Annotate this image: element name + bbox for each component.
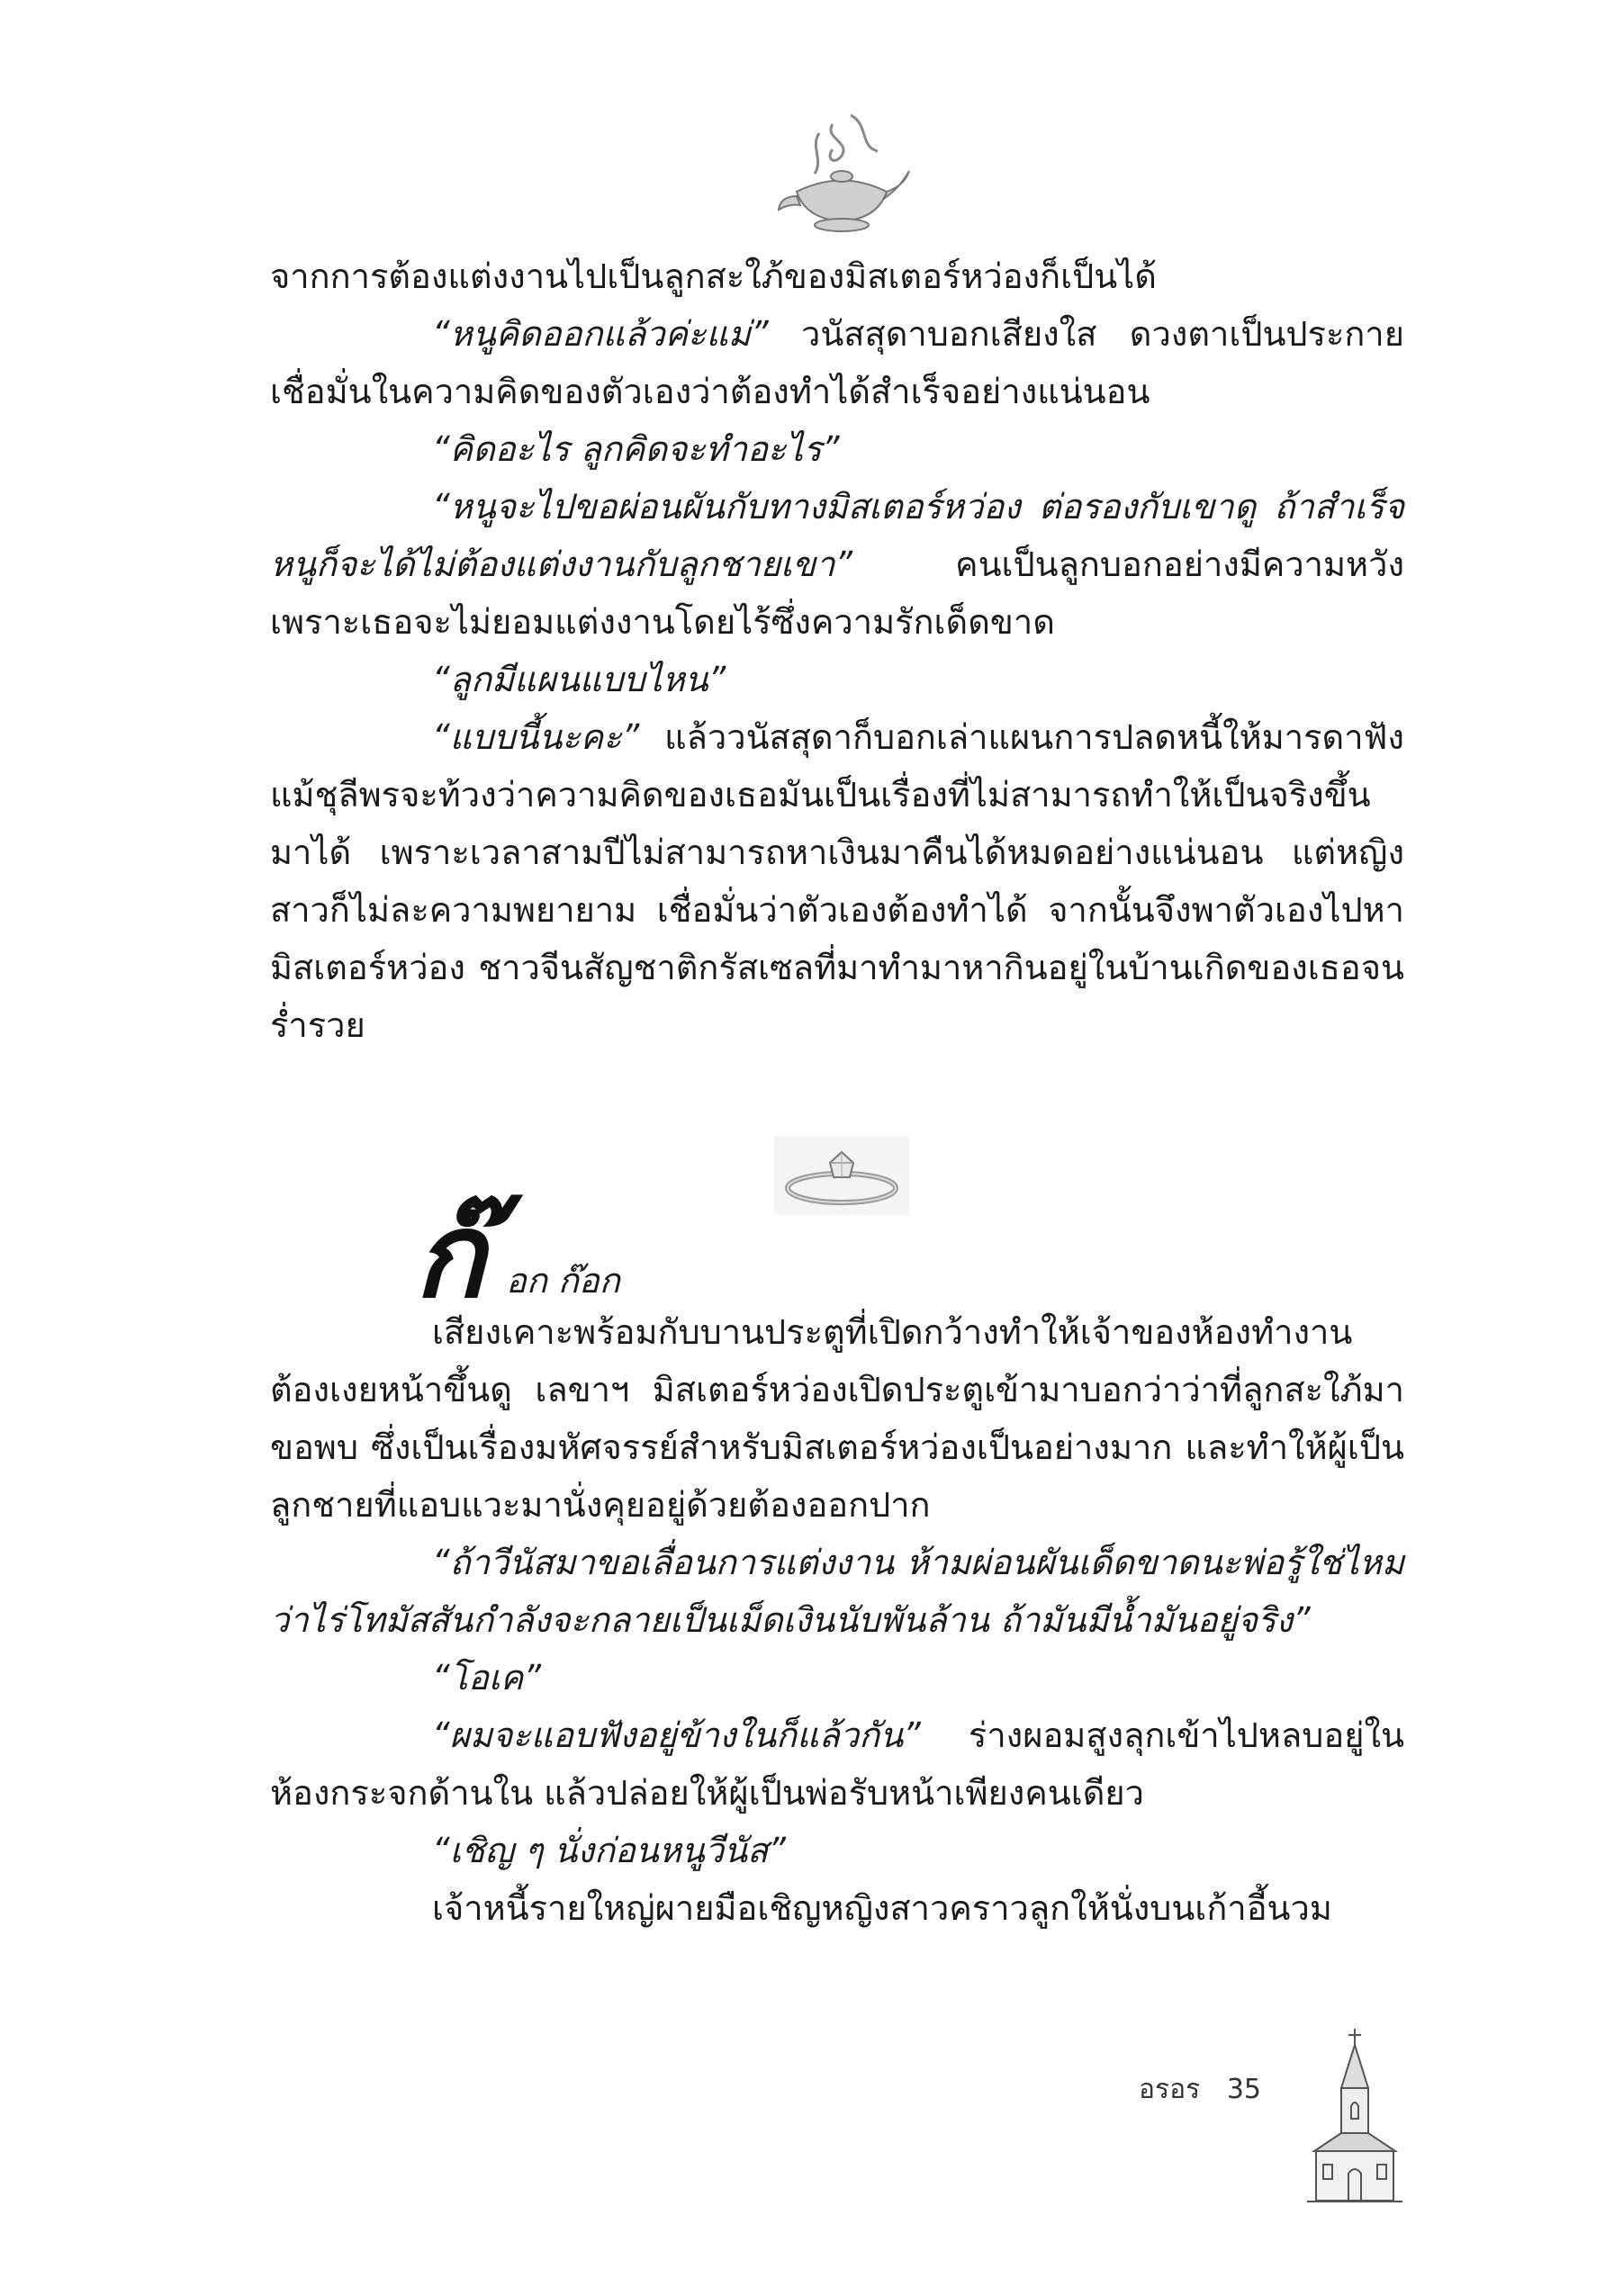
page-footer	[1139, 2068, 1279, 2111]
paragraph-text: จากการต้องแต่งงานไปเป็นลูกสะใภ้ของมิสเตอร์หว่องก็เป็นได้	[270, 257, 1157, 296]
drop-cap-rest: อก ก๊อก	[506, 1261, 620, 1301]
paragraph	[270, 1706, 1404, 1822]
dialogue-quote: “ถ้าวีนัสมาขอเลื่อนการแต่งงาน ห้ามผ่อนผันเด็ดขาดนะพ่อรู้ใช่ไหมว่าไร่โทมัสสันกำลังจะกลายเป็นเม็ดเงินนับพันล้าน ถ้ามันมีน้ำมันอยู่จริง”	[270, 1543, 1404, 1640]
paragraph-text: วนัสสุดาบอกเสียงใส ดวงตาเป็นประกายเชื่อมั่นในความคิดของตัวเองว่าต้องทำได้สำเร็จอย่างแน่นอน	[270, 314, 1404, 411]
paragraph-text: ร่างผอมสูงลุกเข้าไปหลบอยู่ในห้องกระจกด้านใน แล้วปล่อยให้ผู้เป็นพ่อรับหน้าเพียงคนเดียว	[270, 1715, 1404, 1813]
paragraph	[270, 1649, 1404, 1706]
dialogue-quote: “แบบนี้นะคะ”	[432, 717, 640, 757]
dialogue-quote: “หนูจะไปขอผ่อนผันกับทางมิสเตอร์หว่อง ต่อรองกับเขาดู ถ้าสำเร็จหนูก็จะได้ไม่ต้องแต่งงานกับลูกชายเขา”	[270, 487, 1404, 584]
paragraph-text: เสียงเคาะพร้อมกับบานประตูที่เปิดกว้างทำให้เจ้าของห้องทำงานต้องเงยหน้าขึ้นดู เลขาฯ มิสเตอร์หว่องเปิดประตูเข้ามาบอกว่าว่าที่ลูกสะใภ้มาขอพบ ซึ่งเป็นเรื่องมหัศจรรย์สำหรับมิสเตอร์หว่องเป็นอย่างมาก และทำให้ผู้เป็นลูกชายที่แอบแวะมานั่งคุยอยู่ด้วยต้องออกปาก	[270, 1312, 1404, 1525]
dialogue-quote: “ผมจะแอบฟังอยู่ข้างในก็แล้วกัน”	[432, 1715, 921, 1755]
book-title: อรอร	[1139, 2074, 1201, 2105]
dialogue-quote: “ลูกมีแผนแบบไหน”	[432, 660, 726, 699]
bottom-text-block	[270, 1303, 1404, 1937]
church-icon	[1305, 2025, 1404, 2205]
paragraph	[270, 478, 1404, 651]
paragraph	[270, 708, 1404, 1054]
genie-lamp-icon	[770, 106, 914, 241]
dialogue-quote: “คิดอะไร ลูกคิดจะทำอะไร”	[432, 429, 840, 469]
paragraph	[270, 305, 1404, 420]
paragraph	[270, 1303, 1404, 1534]
paragraph	[270, 248, 1404, 305]
paragraph	[270, 420, 1404, 478]
drop-cap-letter: ก๊	[414, 1187, 485, 1324]
dialogue-quote: “เชิญ ๆ นั่งก่อนหนูวีนัส”	[432, 1831, 786, 1870]
dialogue-quote: “โอเค”	[432, 1658, 542, 1697]
paragraph-text: เจ้าหนี้รายใหญ่ผายมือเชิญหญิงสาวคราวลูกให้นั่งบนเก้าอี้นวม	[432, 1888, 1332, 1928]
drop-cap-heading	[270, 1187, 1404, 1324]
dialogue-quote: “หนูคิดออกแล้วค่ะแม่”	[432, 314, 769, 354]
paragraph	[270, 1534, 1404, 1649]
paragraph	[270, 1822, 1404, 1879]
paragraph	[270, 651, 1404, 708]
paragraph-text: แล้ววนัสสุดาก็บอกเล่าแผนการปลดหนี้ให้มารดาฟัง แม้ชุลีพรจะท้วงว่าความคิดของเธอมันเป็นเรื่องที่ไม่สามารถทำให้เป็นจริงขึ้นมาได้ เพราะเวลาสามปีไม่สามารถหาเงินมาคืนได้หมดอย่างแน่นอน แต่หญิงสาวก็ไม่ละความพยายาม เชื่อมั่นว่าตัวเองต้องทำได้ จากนั้นจึงพาตัวเองไปหามิสเตอร์หว่อง ชาวจีนสัญชาติกรัสเซลที่มาทำมาหากินอยู่ในบ้านเกิดของเธอจนร่ำรวย	[270, 717, 1404, 1045]
section-start	[270, 1187, 1404, 1928]
paragraph-text: คนเป็นลูกบอกอย่างมีความหวัง เพราะเธอจะไม่ยอมแต่งงานโดยไร้ซึ่งความรักเด็ดขาด	[270, 545, 1404, 642]
page-number: 35	[1226, 2074, 1261, 2105]
paragraph	[270, 1879, 1404, 1937]
top-text-block	[270, 248, 1404, 1054]
